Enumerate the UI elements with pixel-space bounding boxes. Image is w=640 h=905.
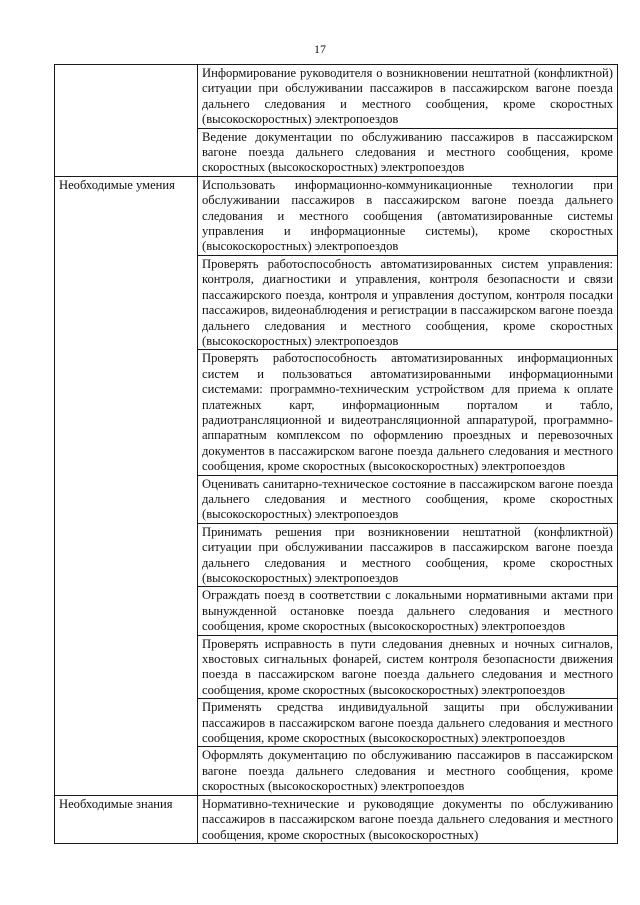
table-cell: Оценивать санитарно-техническое состояние в пассажирском вагоне поезда дальнего следования и местного сообщения, кроме скоростных (высокоскоростных) электропоездов bbox=[198, 475, 618, 523]
page-number: 17 bbox=[314, 42, 326, 56]
table-cell: Проверять исправность в пути следования дневных и ночных сигналов, хвостовых сигнальных фонарей, систем контроля безопасности движения поезда в пассажирском вагоне поезда дальнего следования и местного сообщения, кроме скоростных (высокоскоростных) электропоездов bbox=[198, 635, 618, 699]
competency-table bbox=[54, 64, 618, 844]
table-cell: Использовать информационно-коммуникационные технологии при обслуживании пассажиров в пассажирском вагоне поезда дальнего следования и местного сообщения (автоматизированные системы управления и информационные системы), кроме скоростных (высокоскоростных) электропоездов bbox=[198, 176, 618, 255]
table-row bbox=[55, 65, 618, 129]
table-cell: Проверять работоспособность автоматизированных информационных систем и пользоваться автоматизированными информационными системами: программно-техническим устройством для приема к оплате платежных карт, информационным порталом и табло, радиотрансляционной и видеотрансляционной аппаратурой, программно-аппаратным комплексом по оформлению проездных и перевозочных документов в пассажирском вагоне поезда дальнего следования и местного сообщения, кроме скоростных (высокоскоростных) электропоездов bbox=[198, 350, 618, 475]
table-cell: Ведение документации по обслуживанию пассажиров в пассажирском вагоне поезда дальнего следования и местного сообщения, кроме скоростных (высокоскоростных) электропоездов bbox=[198, 128, 618, 176]
row-label bbox=[55, 65, 198, 177]
table-cell: Ограждать поезд в соответствии с локальными нормативными актами при вынужденной остановке поезда дальнего следования и местного сообщения, кроме скоростных (высокоскоростных) электропоездов bbox=[198, 587, 618, 635]
table-cell: Проверять работоспособность автоматизированных систем управления: контроля, диагностики и управления, контроля безопасности и связи пассажирского поезда, контроля и управления доступом, контроля посадки пассажиров, видеонаблюдения и регистрации в пассажирском вагоне поезда дальнего следования и местного сообщения, кроме скоростных (высокоскоростных) электропоездов bbox=[198, 255, 618, 349]
row-label-knowledge: Необходимые знания bbox=[55, 795, 198, 843]
table-cell: Принимать решения при возникновении нештатной (конфликтной) ситуации при обслуживании пассажиров в пассажирском вагоне поезда дальнего следования и местного сообщения, кроме скоростных (высокоскоростных) электропоездов bbox=[198, 523, 618, 587]
table-cell: Нормативно-технические и руководящие документы по обслуживанию пассажиров в пассажирском вагоне поезда дальнего следования и местного сообщения, кроме скоростных (высокоскоростных) bbox=[198, 795, 618, 843]
table-cell: Применять средства индивидуальной защиты при обслуживании пассажиров в пассажирском вагоне поезда дальнего следования и местного сообщения, кроме скоростных (высокоскоростных) электропоездов bbox=[198, 699, 618, 747]
table-cell: Информирование руководителя о возникновении нештатной (конфликтной) ситуации при обслуживании пассажиров в пассажирском вагоне поезда дальнего следования и местного сообщения, кроме скоростных (высокоскоростных) электропоездов bbox=[198, 65, 618, 129]
table-cell: Оформлять документацию по обслуживанию пассажиров в пассажирском вагоне поезда дальнего следования и местного сообщения, кроме скоростных (высокоскоростных) электропоездов bbox=[198, 747, 618, 795]
row-label-skills: Необходимые умения bbox=[55, 176, 198, 795]
table-row bbox=[55, 176, 618, 255]
table-row bbox=[55, 795, 618, 843]
